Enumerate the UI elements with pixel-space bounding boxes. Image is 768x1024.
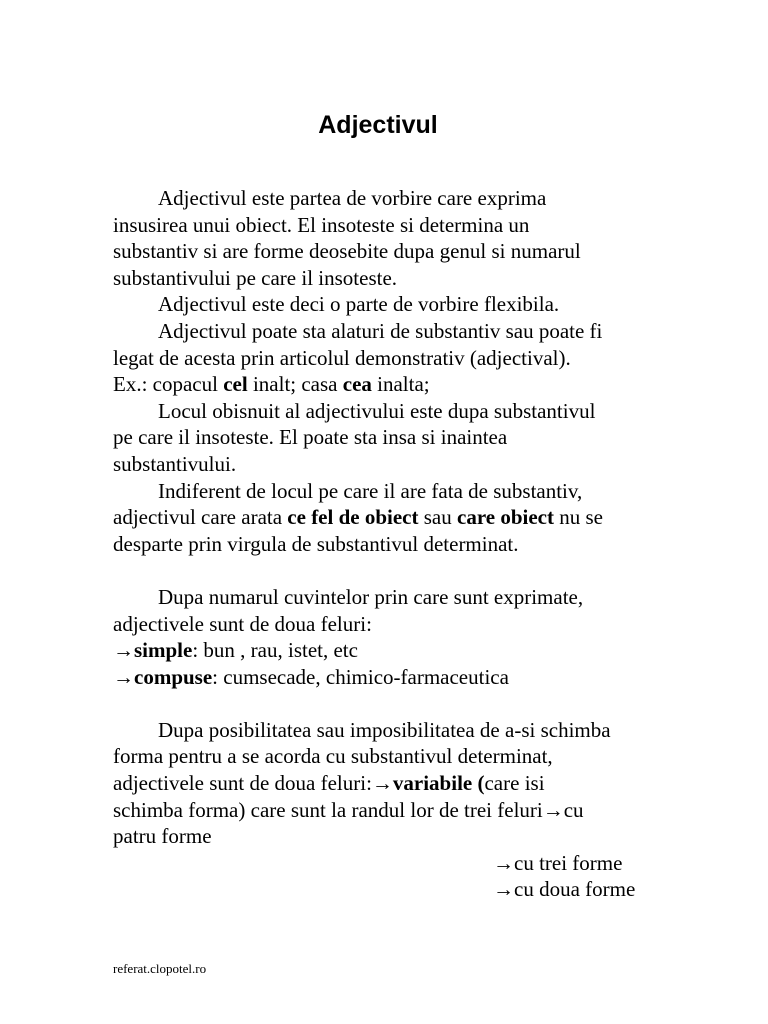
bold-term: compuse <box>134 664 213 689</box>
page-title: Adjectivul <box>318 111 438 139</box>
blank-line <box>113 690 653 717</box>
bold-term: variabile ( <box>392 771 485 796</box>
example-suffix: inalta; <box>371 372 430 397</box>
text-line: substantivului pe care il insoteste. <box>113 265 398 290</box>
text-line: Indiferent de locul pe care il are fata de substantiv, <box>158 478 583 503</box>
text-line: patru forme <box>113 824 212 849</box>
text-line: Dupa posibilitatea sau imposibilitatea de a-si schimba <box>158 717 611 742</box>
text-segment: : bun , rau, istet, etc <box>192 638 358 663</box>
text-line <box>113 770 653 797</box>
example-bold-cea: cea <box>342 372 372 397</box>
document-body <box>113 185 653 903</box>
bold-term: simple <box>134 638 193 663</box>
text-line: Dupa numarul cuvintelor prin care sunt exprimate, <box>158 584 584 609</box>
text-line: substantivului. <box>113 451 237 476</box>
bold-phrase: ce fel de obiect <box>287 505 419 530</box>
text-line: Adjectivul este deci o parte de vorbire flexibila. <box>158 292 560 317</box>
example-prefix: Ex.: copacul <box>113 372 224 397</box>
text-line: adjectivele sunt de doua feluri: <box>113 611 372 636</box>
arrow-icon: → <box>113 664 134 689</box>
text-segment: adjectivele sunt de doua feluri:→ <box>113 771 393 796</box>
text-line: legat de acesta prin articolul demonstrativ (adjectival). <box>113 345 571 370</box>
text-segment: nu se <box>553 505 603 530</box>
text-line: forma pentru a se acorda cu substantivul determinat, <box>113 744 553 769</box>
text-line: pe care il insoteste. El poate sta insa si inaintea <box>113 425 508 450</box>
text-line: insusirea unui obiect. El insoteste si determina un <box>113 212 530 237</box>
text-line: Adjectivul poate sta alaturi de substantiv sau poate fi <box>158 318 603 343</box>
subitem-line: →cu doua forme <box>493 877 636 902</box>
text-segment: care isi <box>484 771 545 796</box>
text-line: schimba forma) care sunt la randul lor de trei feluri→cu <box>113 797 584 822</box>
text-line: Locul obisnuit al adjectivului este dupa substantivul <box>158 398 596 423</box>
example-mid: inalt; casa <box>247 372 343 397</box>
subitem-line: →cu trei forme <box>493 850 623 875</box>
list-item-compuse <box>113 664 653 691</box>
text-line: Adjectivul este partea de vorbire care exprima <box>158 186 547 210</box>
example-bold-cel: cel <box>223 372 248 397</box>
text-segment: : cumsecade, chimico-farmaceutica <box>212 664 509 689</box>
bold-phrase: care obiect <box>457 505 554 530</box>
list-item-simple <box>113 637 653 664</box>
arrow-icon: → <box>113 638 134 663</box>
text-segment: sau <box>418 505 457 530</box>
text-line: substantiv si are forme deosebite dupa genul si numarul <box>113 239 581 264</box>
text-line: desparte prin virgula de substantivul determinat. <box>113 531 519 556</box>
text-segment: adjectivul care arata <box>113 505 288 530</box>
example-line <box>113 371 653 398</box>
blank-line <box>113 557 653 584</box>
footer-source: referat.clopotel.ro <box>113 961 207 976</box>
text-line <box>113 504 653 531</box>
